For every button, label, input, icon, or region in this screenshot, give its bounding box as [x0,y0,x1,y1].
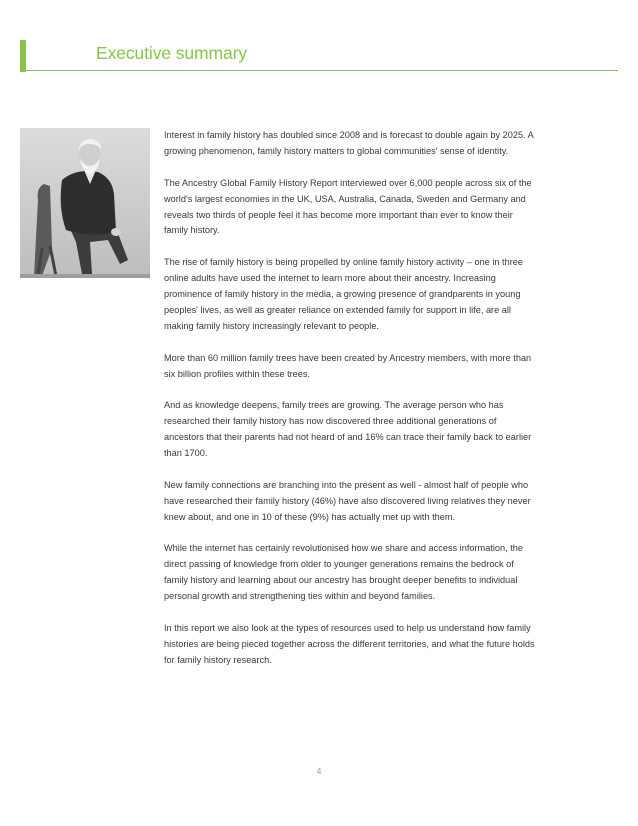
paragraph-interest-doubled: Interest in family history has doubled since 2008 and is forecast to double again by 2025. A growing phenomenon, family history matters to global communities' sense of identity. [164,130,534,156]
paragraph-new-connections: New family connections are branching into the present as well - almost half of people who have researched their family history (46%) have also discovered living relatives they never knew about, and one in 10 of these (9%) has actually met up with them. [164,479,531,522]
paragraph-family-trees-count: More than 60 million family trees have been created by Ancestry members, with more than six billion profiles within these trees. [164,352,532,379]
section-header [20,40,618,72]
page-title: Executive summary [96,43,247,63]
paragraph-internet-revolution: While the internet has certainly revolutionised how we share and access information, the direct passing of knowledge from older to younger generations remains the bedrock of family history and learning about our ancestry has brought deeper benefits to individual personal growth and strengthening ties within and beyond families. [164,543,524,602]
paragraph-rise-of-family-history: The rise of family history is being propelled by online family history activity – one in three online adults have used the internet to learn more about their ancestry. Increasing prominence of family history in the media, a growing presence of grandparents in young peoples' lives, as well as greater reliance on extended family for support in life, are all making family history increasingly relevant to people. [164,257,523,331]
paragraph-report-scope: In this report we also look at the types of resources used to help us understand how family histories are being pieced together across the different territories, and what the future holds for family history research. [164,622,535,665]
page-number: 4 [316,766,322,776]
header-accent-bar [20,40,26,72]
header-divider [26,70,618,71]
paragraph-trees-growing: And as knowledge deepens, family trees are growing. The average person who has researched their family history has now discovered three additional generations of ancestors that their parents had not heard of and 16% can trace their family back to earlier than 1700. [164,400,532,459]
portrait-photo-icon [20,128,150,278]
paragraph-report-overview: The Ancestry Global Family History Report interviewed over 6,000 people across six of the world's largest economies in the UK, USA, Australia, Canada, Sweden and Germany and reveals two thirds of people feel it has become more important than ever to know their family history. [164,177,532,236]
summary-body [164,128,536,685]
portrait-photo [20,128,150,278]
